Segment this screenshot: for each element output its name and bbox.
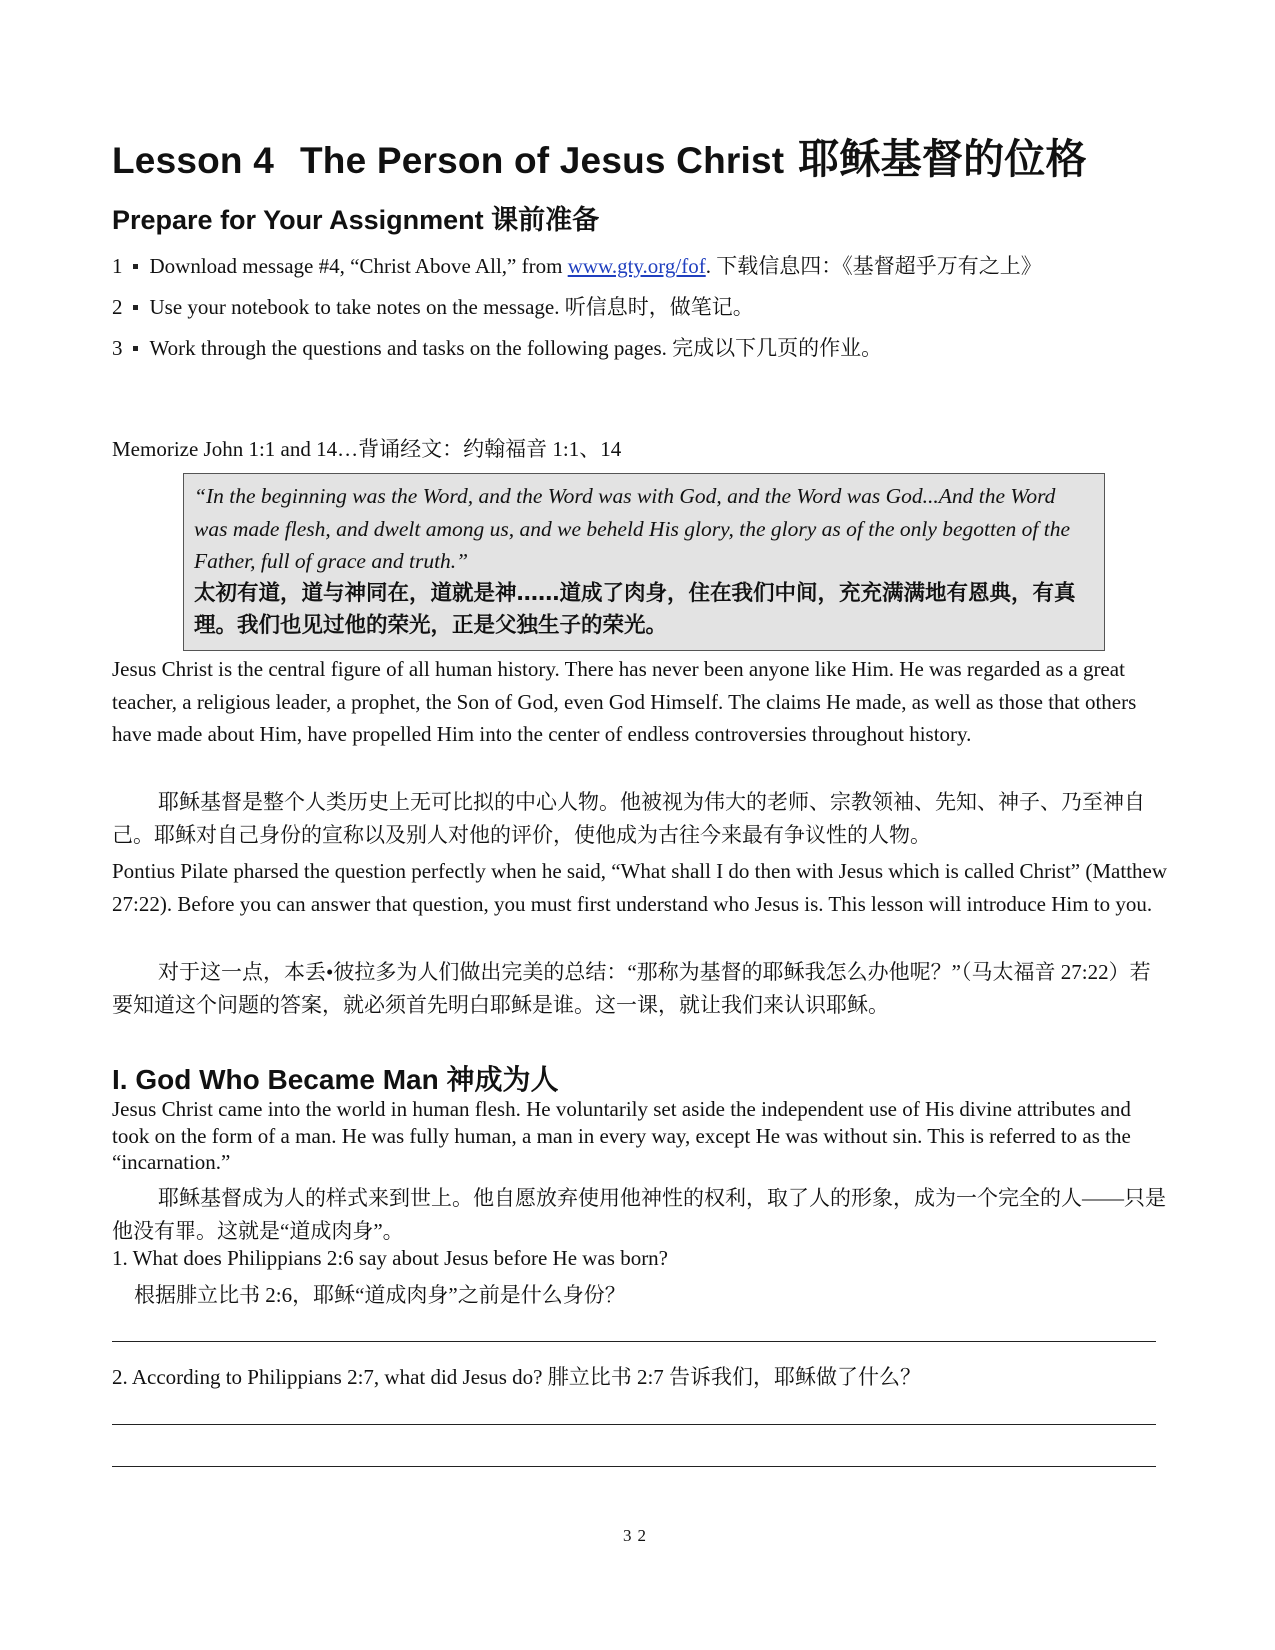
title-cn: 耶稣基督的位格 [798, 135, 1087, 183]
assignment-heading-cn: 课前准备 [491, 205, 600, 236]
intro-paragraph-1-en: Jesus Christ is the central figure of all human history. There has never been anyone like Him. He was regarded as a great teacher, a religious leader, a prophet, the Son of God, even God Himself. The claims He made, as well as those that others have made about Him, have propelled Him into the center of endless controversies throughout history. [112, 657, 1137, 746]
step-number: 2 [112, 295, 123, 319]
page-number: 32 [623, 1526, 652, 1545]
section-paragraph-en: Jesus Christ came into the world in human flesh. He voluntarily set aside the independent use of His divine attributes and took on the form of a man. He was fully human, a man in every way, except He was without sin. This is referred to as the “incarnation.” [112, 1097, 1131, 1174]
step-text: Use your notebook to take notes on the message. 听信息时，做笔记。 [149, 295, 754, 319]
step-text: Download message #4, “Christ Above All,” from [149, 254, 568, 278]
section-heading-en: I. God Who Became Man [112, 1064, 439, 1095]
section-heading [112, 1058, 559, 1098]
memorize-line: Memorize John 1:1 and 14…背诵经文：约翰福音 1:1、14 [112, 437, 622, 461]
step-number: 3 [112, 336, 123, 360]
answer-line-1[interactable] [112, 1341, 1156, 1342]
lesson-number: Lesson 4 [112, 140, 274, 181]
answer-line-3[interactable] [112, 1466, 1156, 1467]
question-1-cn: 根据腓立比书 2:6，耶稣“道成肉身”之前是什么身份？ [134, 1283, 626, 1307]
assignment-step-1 [112, 250, 1042, 280]
bullet-square-icon [133, 305, 138, 310]
bullet-square-icon [133, 346, 138, 351]
step-text-cn: . 下载信息四：《基督超乎万有之上》 [705, 254, 1042, 278]
step-number: 1 [112, 254, 123, 278]
answer-line-2[interactable] [112, 1424, 1156, 1425]
question-2: 2. According to Philippians 2:7, what did Jesus do? 腓立比书 2:7 告诉我们，耶稣做了什么？ [112, 1365, 922, 1389]
question-1-en: 1. What does Philippians 2:6 say about Jesus before He was born? [112, 1246, 669, 1270]
assignment-heading-en: Prepare for Your Assignment [112, 205, 484, 235]
assignment-heading [112, 198, 599, 237]
intro-paragraph-1-cn: 耶稣基督是整个人类历史上无可比拟的中心人物。他被视为伟大的老师、宗教领袖、先知、神子、乃至神自己。耶稣对自己身份的宣称以及别人对他的评价，使他成为古往今来最有争议性的人物。 [112, 790, 1145, 847]
title-en: The Person of Jesus Christ [300, 140, 785, 181]
section-paragraph-cn: 耶稣基督成为人的样式来到世上。他自愿放弃使用他神性的权利，取了人的形象，成为一个完全的人——只是他没有罪。这就是“道成肉身”。 [112, 1186, 1166, 1243]
page-title [112, 126, 1087, 185]
intro-paragraph-2-en: Pontius Pilate pharsed the question perfectly when he said, “What shall I do then with Jesus which is called Christ” (Matthew 27:22). Before you can answer that question, you must first understand who Jesus is. This lesson will introduce Him to you. [112, 859, 1168, 916]
gty-link[interactable]: www.gty.org/fof [567, 254, 706, 278]
verse-cn: 太初有道，道与神同在，道就是神……道成了肉身，住在我们中间，充充满满地有恩典，有真理。我们也见过他的荣光，正是父独生子的荣光。 [194, 580, 1076, 638]
section-heading-cn: 神成为人 [446, 1063, 559, 1096]
assignment-step-3 [112, 332, 882, 362]
step-text: Work through the questions and tasks on the following pages. 完成以下几页的作业。 [149, 336, 883, 360]
verse-en: “In the beginning was the Word, and the Word was with God, and the Word was God...And the Word was made flesh, and dwelt among us, and we beheld His glory, the glory as of the only begotten of the Father, full of grace and truth.” [194, 484, 1071, 573]
verse-box [183, 473, 1105, 651]
assignment-step-2 [112, 291, 754, 321]
bullet-square-icon [133, 264, 138, 269]
intro-paragraph-2-cn: 对于这一点，本丢•彼拉多为人们做出完美的总结：“那称为基督的耶稣我怎么办他呢？”（马太福音 27:22）若要知道这个问题的答案，就必须首先明白耶稣是谁。这一课，就让我们来认识耶稣。 [112, 960, 1151, 1017]
